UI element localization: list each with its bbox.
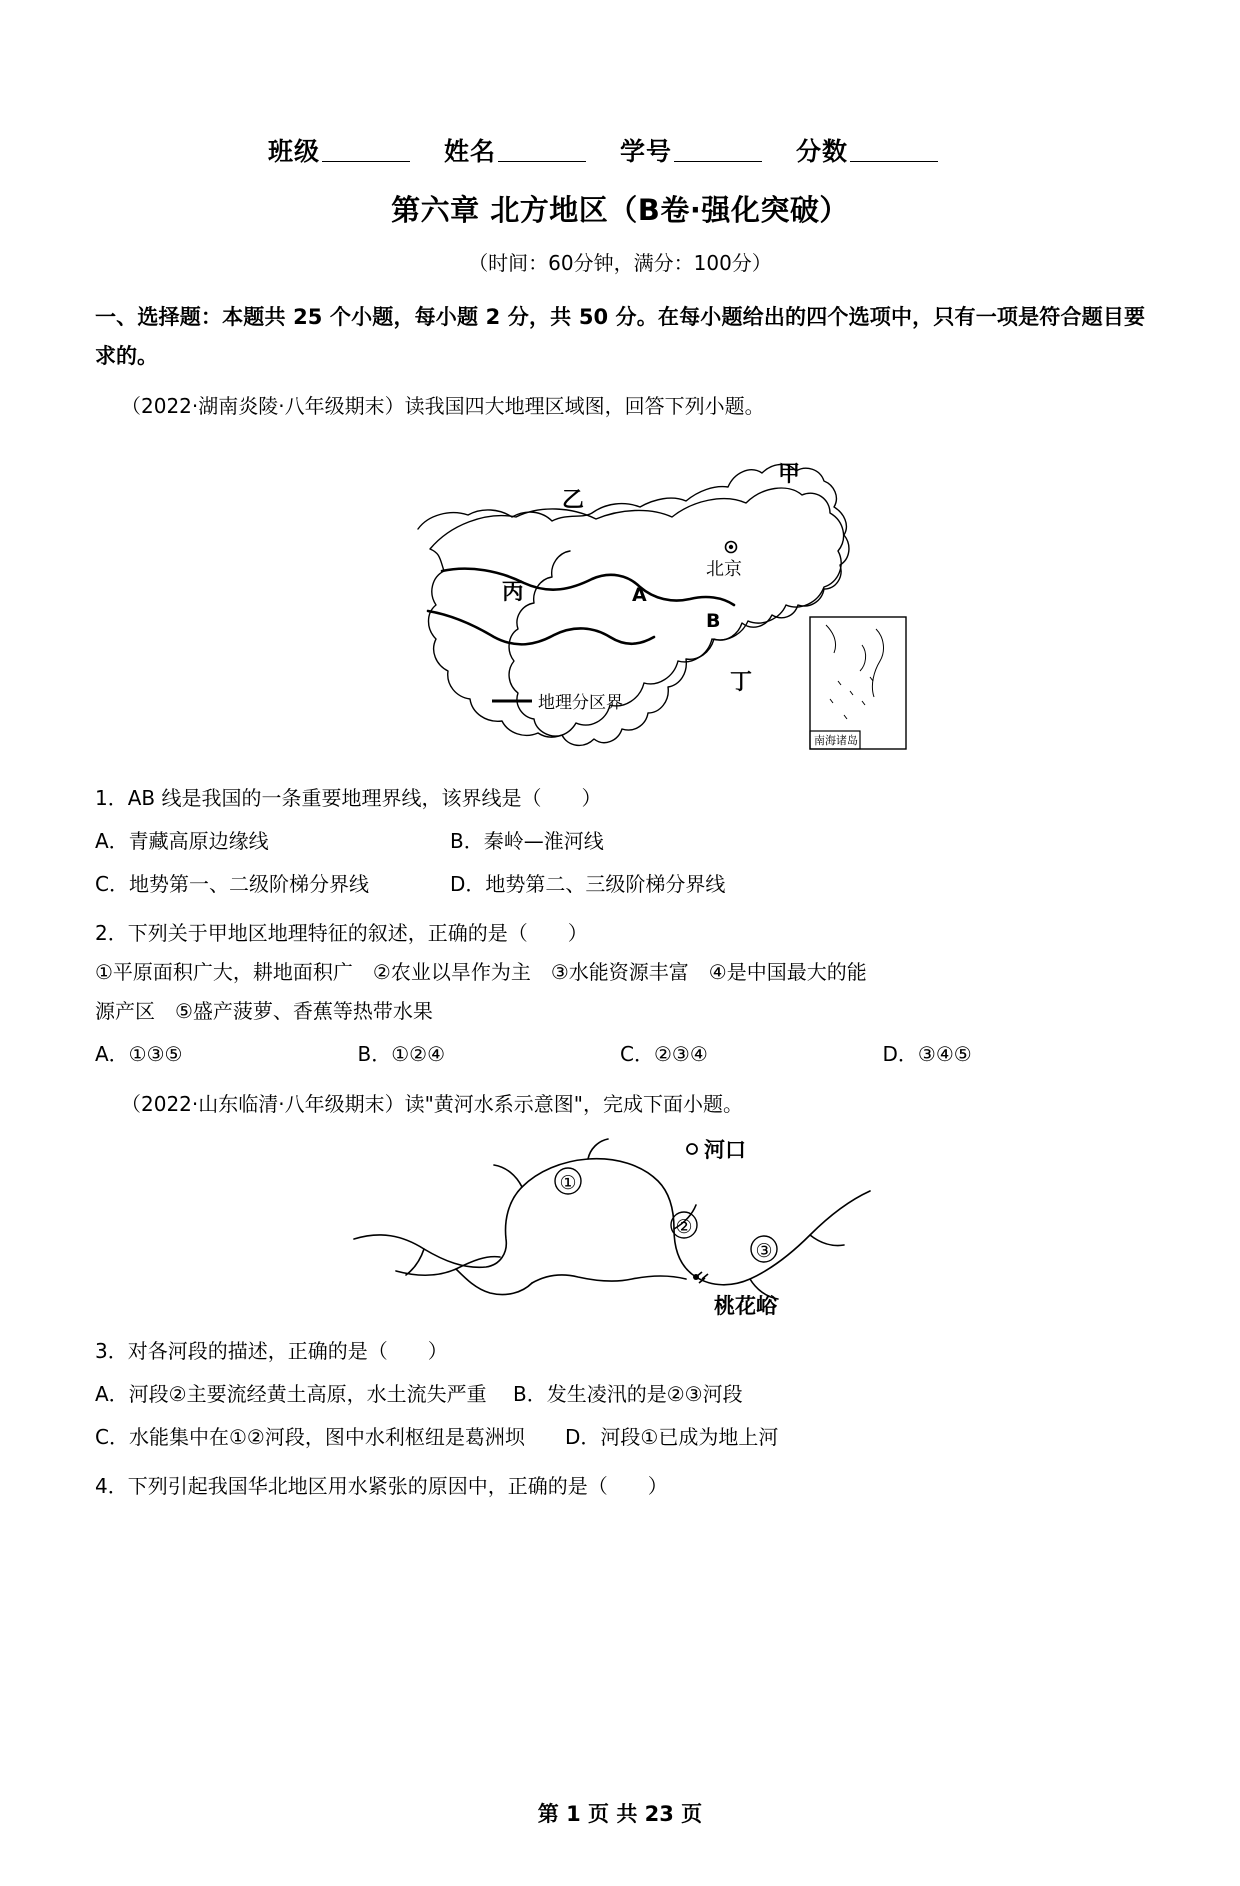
- label-taohuayu: 桃花峪: [714, 1293, 777, 1318]
- map-label-bing: 丙: [502, 579, 525, 605]
- river-segment-3-label: ③: [755, 1239, 773, 1262]
- question-3-stem: 3．对各河段的描述，正确的是（ ）: [95, 1338, 448, 1363]
- map-label-b: B: [706, 609, 721, 632]
- map-label-ding: 丁: [730, 669, 753, 695]
- field-score-blank: [850, 161, 938, 162]
- field-id: [620, 137, 770, 166]
- field-id-label: 学号: [620, 137, 673, 166]
- section-heading: 一、选择题：本题共 25 个小题，每小题 2 分，共 50 分。在每小题给出的四个选项中，只有一项是符合题目要求的。: [95, 305, 1145, 368]
- river-segment-1-label: ①: [559, 1171, 577, 1194]
- field-class-blank: [322, 161, 410, 162]
- exam-subtitle: （时间：60分钟，满分：100分）: [468, 251, 772, 275]
- inset-label: 南海诸岛: [814, 733, 858, 747]
- field-id-blank: [674, 161, 762, 162]
- question-1-options-row-2: [95, 865, 1145, 904]
- student-info-line: [95, 132, 1145, 168]
- question-3-option-d: D．河段①已成为地上河: [565, 1424, 779, 1449]
- figure-china-regions-svg: [310, 429, 930, 769]
- figure-china-regions: [95, 429, 1145, 769]
- question-3-option-a: A．河段②主要流经黄土高原，水土流失严重: [95, 1381, 487, 1406]
- river-segment-2-label: ②: [675, 1215, 693, 1238]
- map-label-jia: 甲: [778, 461, 801, 487]
- question-2-options-row: [95, 1035, 1145, 1074]
- legend-label: 地理分区界: [538, 692, 623, 713]
- question-1-stem: 1．AB 线是我国的一条重要地理界线，该界线是（ ）: [95, 785, 602, 810]
- question-1-option-a: A．青藏高原边缘线: [95, 828, 269, 853]
- field-class: [268, 137, 418, 166]
- source-line-1: （2022·湖南炎陵·八年级期末）读我国四大地理区域图，回答下列小题。: [121, 393, 765, 418]
- field-score-label: 分数: [796, 137, 849, 166]
- question-3-option-b: B．发生凌汛的是②③河段: [513, 1381, 743, 1406]
- hekou-marker: [687, 1144, 697, 1154]
- question-2-detail-line-2: 源产区 ⑤盛产菠萝、香蕉等热带水果: [95, 998, 433, 1023]
- map-label-yi: 乙: [562, 487, 585, 513]
- figure-yellow-river-svg: [340, 1127, 900, 1322]
- document-page: [0, 132, 1240, 1886]
- field-name-label: 姓名: [443, 137, 496, 166]
- page-footer: 第 1 页 共 23 页: [537, 1802, 703, 1826]
- question-2-detail-line-1: ①平原面积广大，耕地面积广 ②农业以旱作为主 ③水能资源丰富 ④是中国最大的能: [95, 959, 867, 984]
- question-3-option-c: C．水能集中在①②河段，图中水利枢纽是葛洲坝: [95, 1424, 525, 1449]
- question-1-option-c: C．地势第一、二级阶梯分界线: [95, 871, 369, 896]
- question-2-option-d: D．③④⑤: [882, 1041, 972, 1066]
- source-line-2: （2022·山东临清·八年级期末）读"黄河水系示意图"，完成下面小题。: [121, 1091, 744, 1116]
- field-class-label: 班级: [267, 137, 320, 166]
- question-2-option-b: B．①②④: [357, 1041, 446, 1066]
- question-2-stem: 2．下列关于甲地区地理特征的叙述，正确的是（ ）: [95, 920, 588, 945]
- label-hekou: 河口: [704, 1137, 746, 1162]
- figure-yellow-river: [95, 1127, 1145, 1322]
- field-score: [796, 137, 946, 166]
- question-2-option-a: A．①③⑤: [95, 1041, 183, 1066]
- question-4-stem: 4．下列引起我国华北地区用水紧张的原因中，正确的是（ ）: [95, 1473, 668, 1498]
- question-3-options-row-2: [95, 1418, 1145, 1457]
- page-title: 第六章 北方地区（B卷·强化突破）: [391, 193, 849, 227]
- field-name: [444, 137, 594, 166]
- field-name-blank: [498, 161, 586, 162]
- question-1-option-b: B．秦岭—淮河线: [450, 828, 604, 853]
- map-label-beijing: 北京: [706, 558, 742, 580]
- question-3-options-row-1: [95, 1375, 1145, 1414]
- question-2-option-c: C．②③④: [620, 1041, 708, 1066]
- question-1-options-row-1: [95, 822, 1145, 861]
- question-1-option-d: D．地势第二、三级阶梯分界线: [450, 871, 726, 896]
- map-label-a: A: [632, 583, 647, 606]
- beijing-dot: [729, 544, 733, 548]
- inset-south-sea: [810, 617, 906, 749]
